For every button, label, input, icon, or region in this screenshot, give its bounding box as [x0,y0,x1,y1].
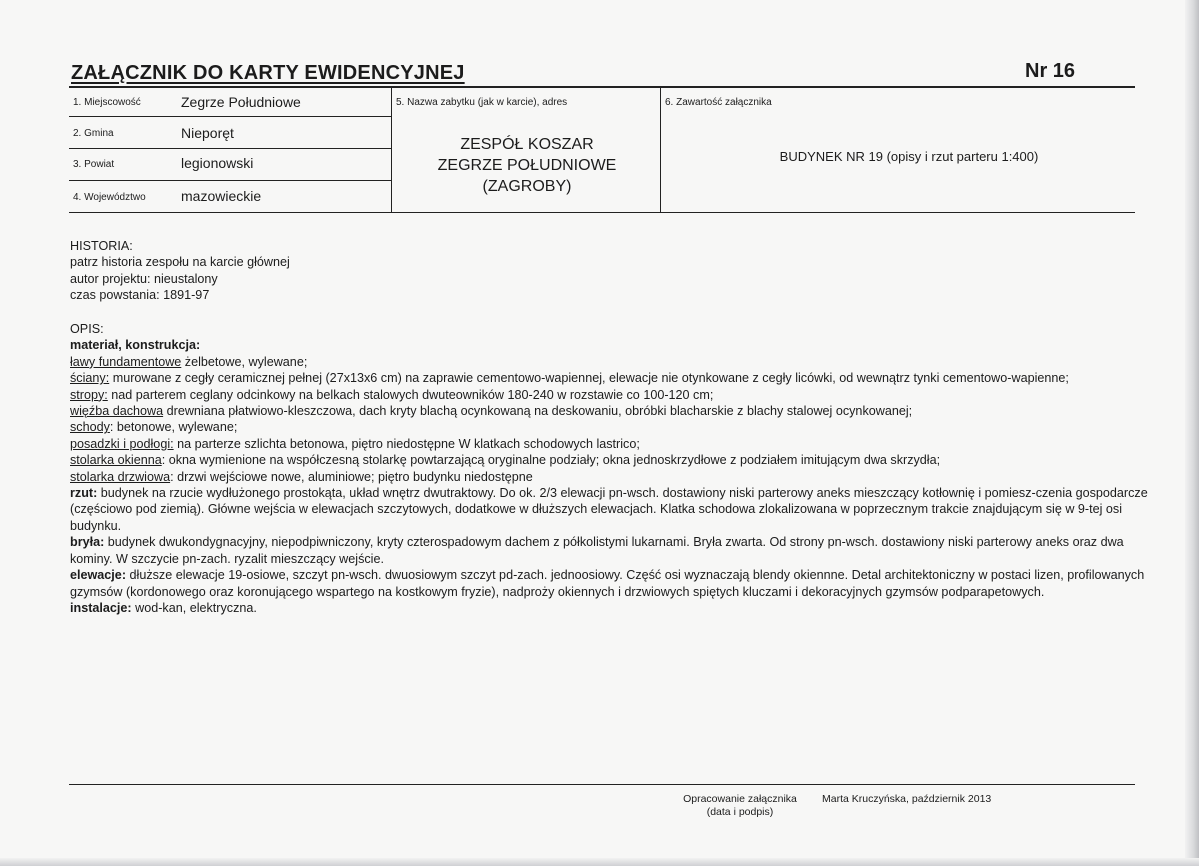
opis-item [70,387,1150,403]
footer-author: Marta Kruczyńska, październik 2013 [822,793,992,805]
footer-prepared-label: Opracowanie załącznika [683,793,797,805]
opis-item-term: stropy: [70,387,108,402]
table-bottom-rule [69,212,1135,213]
zabytek-label: 5. Nazwa zabytku (jak w karcie), adres [396,97,568,108]
zabytek-name-line-2: ZEGRZE POŁUDNIOWE [437,157,617,174]
opis-section [70,321,1150,616]
opis-item-term: ściany: [70,371,110,386]
wojewodztwo-label: 4. Województwo [73,192,146,203]
opis-item-term: schody [70,420,110,435]
opis-item-text: żelbetowe, wylewane; [181,354,308,369]
opis-item [70,436,1150,452]
opis-section-bryla [70,534,1150,567]
opis-section-text: budynek na rzucie wydłużonego prostokąta, układ wnętrz dwutraktowy. Do ok. 2/3 elewacji pn-wsch. dostawiony niski parterowy aneks mieszczący kotłownię i pomiesz-czenia gospodarcze (częściowo pod ziemią). Główne wejścia w elewacjach szczytowych, dodatkowe w dłuższych elewacjach. Klatka schodowa zlokalizowana w poprzecznym trakcie znajdującym się w 9-tej osi budynku. [70,486,1148,533]
opis-section-instalacje [70,600,1150,616]
footer-rule [69,784,1135,785]
opis-section-text: dłuższe elewacje 19-osiowe, szczyt pn-wsch. dwuosiowym szczyt pd-zach. jednoosiowy. Część osi wyznaczają blendy okiennne. Detal architektoniczny w postaci lizen, profilowanych gzymsów (kordonowego oraz koronującego wspartego na kostkowym fryzie), nadproży okiennych i drzwiowych spiętych kluczami i dekoracyjnych gzymsów podparapetowych. [70,568,1145,599]
wojewodztwo-value: mazowieckie [181,188,262,204]
header-rule [69,86,1135,88]
historia-line: autor projektu: nieustalony [70,271,218,286]
opis-section-term: rzut: [70,486,98,501]
opis-item [70,452,1150,468]
zawartosc-label: 6. Zawartość załącznika [665,97,772,108]
document-title: ZAŁĄCZNIK DO KARTY EWIDENCYJNEJ [71,62,465,84]
zawartosc-value: BUDYNEK NR 19 (opisy i rzut parteru 1:400) [779,149,1039,164]
zabytek-name-line-3: (ZAGROBY) [482,178,572,195]
historia-line: patrz historia zespołu na karcie głównej [70,255,290,270]
opis-item-text: murowane z cegły ceramicznej pełnej (27x13x6 cm) na zaprawie cementowo-wapiennej, elewacje nie otynkowane z cegły licówki, od wewnątrz tynki cementowo-wapienne; [109,371,1069,386]
scan-edge-bottom [0,858,1199,866]
opis-item-term: stolarka drzwiowa [70,469,171,484]
gmina-label: 2. Gmina [73,128,114,139]
miejscowosc-label: 1. Miejscowość [73,97,141,108]
opis-item [70,354,1150,370]
opis-item [70,403,1150,419]
gmina-value: Nieporęt [181,125,234,141]
miejscowosc-value: Zegrze Południowe [181,94,301,110]
opis-subheading: materiał, konstrukcja: [70,338,201,353]
opis-item-term: posadzki i podłogi: [70,436,174,451]
document-number: Nr 16 [1025,60,1076,82]
opis-item [70,419,1150,435]
opis-item-term: stolarka okienna [70,453,162,468]
historia-section [70,238,1150,304]
zabytek-name [393,134,661,197]
opis-heading: OPIS: [70,322,104,336]
scan-edge-right [1185,0,1199,866]
opis-item-text: : betonowe, wylewane; [109,420,238,435]
footer-prepared-sub: (data i podpis) [706,806,774,818]
zabytek-name-line-1: ZESPÓŁ KOSZAR [460,136,594,153]
opis-item [70,370,1150,386]
powiat-label: 3. Powiat [73,159,115,170]
opis-section-term: elewacje: [70,568,127,583]
opis-item-term: więźba dachowa [70,404,164,419]
opis-section-text: budynek dwukondygnacyjny, niepodpiwniczony, kryty czterospadowym dachem z półkolistymi lukarnami. Bryła zwarta. Od strony pn-wsch. dostawiony niski parterowy aneks oraz dwa kominy. W szczycie pn-zach. ryzalit mieszczący wejście. [70,535,1124,566]
table-col-divider-1 [391,88,392,213]
opis-section-elewacje [70,567,1150,600]
powiat-value: legionowski [181,155,254,171]
opis-item-term: ławy fundamentowe [70,354,182,369]
opis-item-text: nad parterem ceglany odcinkowy na belkach stalowych dwuteowników 180-240 w rozstawie co 100-120 cm; [107,387,714,402]
footer-prepared [670,793,810,819]
table-row-divider-3 [69,180,392,181]
opis-item-text: : okna wymienione na współczesną stolarkę powtarzającą oryginalne podziały; okna jednoskrzydłowe z podziałem imitującym dwa skrzydła; [161,453,941,468]
table-row-divider-2 [69,148,392,149]
opis-item [70,469,1150,485]
opis-section-text: wod-kan, elektryczna. [131,600,257,615]
opis-item-text: : drzwi wejściowe nowe, aluminiowe; piętro budynku niedostępne [170,469,533,484]
opis-item-text: na parterze szlichta betonowa, piętro niedostępne W klatkach schodowych lastrico; [173,436,640,451]
historia-heading: HISTORIA: [70,239,133,253]
table-row-divider-1 [69,116,392,117]
opis-section-term: instalacje: [70,600,132,615]
opis-section-rzut [70,485,1150,534]
opis-item-text: drewniana płatwiowo-kleszczowa, dach kryty blachą ocynkowaną na deskowaniu, obróbki blacharskie z blachy stalowej ocynkowanej; [163,404,913,419]
historia-line: czas powstania: 1891-97 [70,288,210,303]
opis-section-term: bryła: [70,535,105,550]
